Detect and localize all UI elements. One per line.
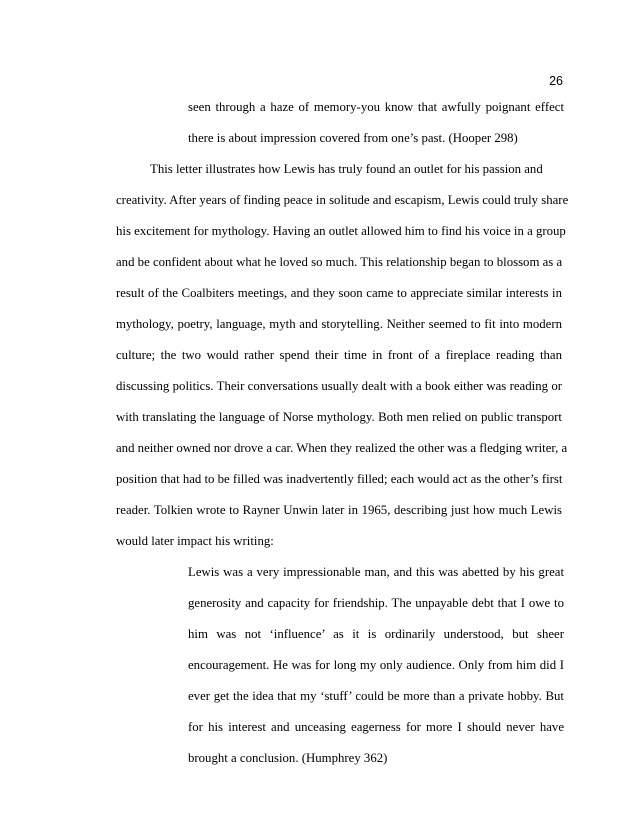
quote-line: him was not ‘influence’ as it is ordinarily understood, but sheer [188,627,564,641]
paragraph-line: and be confident about what he loved so much. This relationship began to blossom as a [116,255,563,269]
quote-line: generosity and capacity for friendship. The unpayable debt that I owe to [188,596,564,610]
quote-line: Lewis was a very impressionable man, and this was abetted by his great [188,565,564,579]
paragraph-line: position that had to be filled was inadvertently filled; each would act as the other’s first [116,472,563,486]
quote-line: ever get the idea that my ‘stuff’ could be more than a private hobby. But [188,689,564,703]
quote-line: there is about impression covered from one’s past. (Hooper 298) [188,131,518,145]
paragraph-line: mythology, poetry, language, myth and storytelling. Neither seemed to fit into modern [116,317,562,331]
quote-line: encouragement. He was for long my only audience. Only from him did I [188,658,564,672]
paragraph-line: result of the Coalbiters meetings, and they soon came to appreciate similar interests in [116,286,562,300]
paragraph-line: and neither owned nor drove a car. When they realized the other was a fledging writer, a [116,441,568,455]
paragraph-line: with translating the language of Norse mythology. Both men relied on public transport [116,410,562,424]
paragraph-line: reader. Tolkien wrote to Rayner Unwin later in 1965, describing just how much Lewis [116,503,562,517]
paragraph-first-line: This letter illustrates how Lewis has truly found an outlet for his passion and [150,162,543,176]
paragraph-line: creativity. After years of finding peace in solitude and escapism, Lewis could truly share [116,193,569,207]
paragraph-line: discussing politics. Their conversations usually dealt with a book either was reading or [116,379,562,393]
quote-line: seen through a haze of memory-you know that awfully poignant effect [188,100,564,114]
paragraph-line: would later impact his writing: [116,534,274,548]
paragraph-line: culture; the two would rather spend their time in front of a fireplace reading than [116,348,562,362]
quote-line: for his interest and unceasing eagerness for more I should never have [188,720,564,734]
paragraph-line: his excitement for mythology. Having an outlet allowed him to find his voice in a group [116,224,566,238]
quote-line: brought a conclusion. (Humphrey 362) [188,751,388,765]
page-number: 26 [549,74,563,88]
